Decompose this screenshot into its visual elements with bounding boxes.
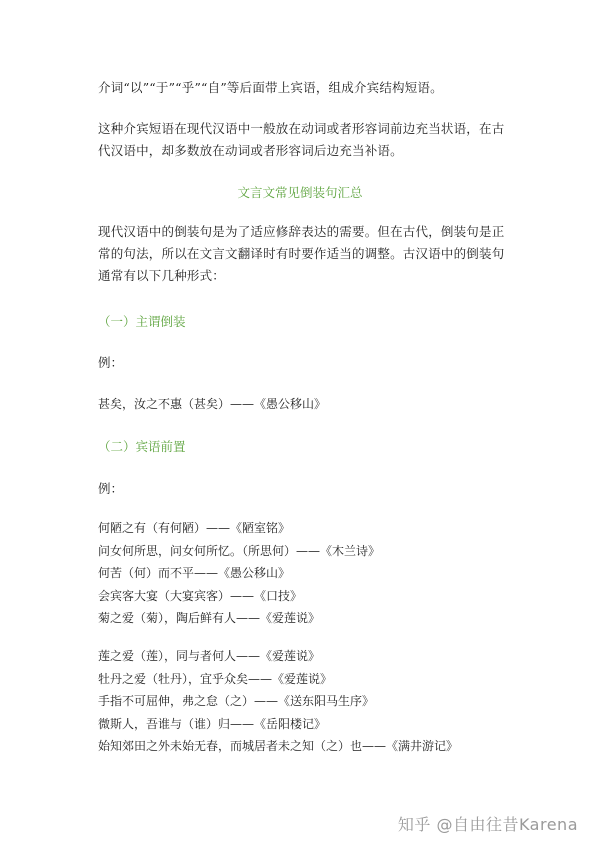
example-line: 菊之爱（菊），陶后鲜有人——《爱莲说》	[98, 611, 321, 625]
section-heading-subject-predicate-inversion: （一）主谓倒装	[98, 314, 186, 329]
example-line: 问女何所思，问女何所忆。（所思何）——《木兰诗》	[98, 543, 381, 558]
example-line: 甚矣，汝之不惠（甚矣）——《愚公移山》	[98, 397, 327, 411]
example-list	[98, 393, 326, 416]
document-title: 文言文常见倒装句汇总	[237, 185, 363, 200]
zhihu-watermark: 知乎 @自由往昔Karena	[397, 815, 578, 834]
paragraph-1: 这种介宾短语在现代汉语中一般放在动词或者形容词前边充当状语，在古代汉语中，却多数放在动词或者形容词后边充当补语。	[98, 121, 505, 158]
intro-line: 介词“以”“于”“乎”“自”等后面带上宾语，组成介宾结构短语。	[98, 80, 443, 95]
example-line: 莲之爱（莲），同与者何人——《爱莲说》	[98, 649, 321, 663]
example-list	[98, 517, 380, 630]
example-line: 会宾客大宴（大宴宾客）——《口技》	[98, 588, 303, 603]
example-label: 例：	[98, 355, 124, 370]
example-line: 手指不可屈伸，弗之怠（之）——《送东阳马生序》	[98, 694, 375, 708]
example-line: 何陋之有（有何陋）——《陋室铭》	[98, 521, 291, 535]
paragraph-2: 现代汉语中的倒装句是为了适应修辞表达的需要。但在古代，倒装句是正常的句法，所以在文言文翻译时有时要作适当的调整。古汉语中的倒装句通常有以下几种形式：	[98, 224, 505, 283]
example-line: 微斯人，吾谁与（谁）归——《岳阳楼记》	[98, 716, 327, 731]
example-line: 何苦（何）而不平——《愚公移山》	[98, 566, 291, 580]
section-heading-object-preposing: （二）宾语前置	[98, 439, 186, 454]
example-line: 牡丹之爱（牡丹），宜乎众矣——《爱莲说》	[98, 671, 333, 686]
example-label: 例：	[98, 481, 124, 496]
example-line: 始知郊田之外未始无春，而城居者未之知（之）也——《满井游记》	[98, 739, 459, 753]
example-list	[98, 645, 458, 758]
